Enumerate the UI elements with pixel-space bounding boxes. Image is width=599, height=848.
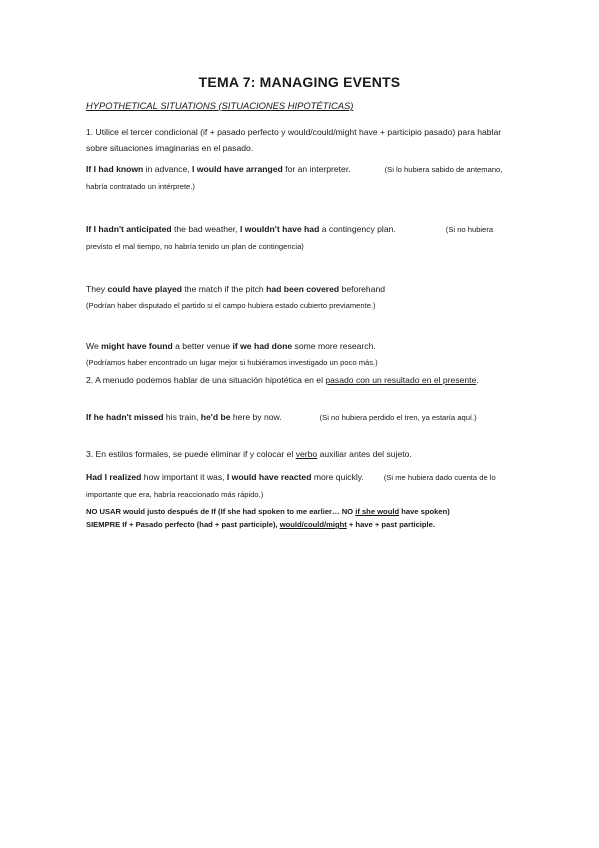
example-4-part: if we had done bbox=[232, 341, 293, 351]
rule-3-underlined: verbo bbox=[295, 449, 318, 459]
rule-3-part: 3. En estilos formales, se puede eliminar if y colocar el bbox=[86, 449, 296, 459]
example-3 bbox=[86, 281, 516, 314]
rule-2-part: . bbox=[476, 375, 479, 385]
example-4-part: some more research. bbox=[292, 341, 376, 351]
example-2-translation: (Si no hubiera previsto el mal tiempo, no habría tenido un plan de contingencia) bbox=[86, 225, 494, 251]
example-2-part: the bad weather, bbox=[171, 224, 240, 234]
note-no-usar bbox=[86, 506, 516, 518]
note-2-part: + have + past participle. bbox=[346, 520, 435, 529]
example-6-part: Had I realized bbox=[86, 472, 142, 482]
section-subtitle: HYPOTHETICAL SITUATIONS (SITUACIONES HIPOTÉTICAS) bbox=[86, 100, 354, 111]
example-4-translation: (Podríamos haber encontrado un lugar mejor si hubiéramos investigado un poco más.) bbox=[86, 358, 378, 367]
rule-2-part: 2. A menudo podemos hablar de una situación hipotética en el bbox=[86, 375, 326, 385]
example-5-part: If he hadn't missed bbox=[86, 412, 164, 422]
rule-3-part: auxiliar antes del sujeto. bbox=[317, 449, 412, 459]
example-5-part: he'd be bbox=[200, 412, 231, 422]
example-6-part: how important it was, bbox=[141, 472, 227, 482]
example-5-part: here by now. bbox=[230, 412, 282, 422]
example-4 bbox=[86, 338, 516, 371]
page-title: TEMA 7: MANAGING EVENTS bbox=[198, 74, 401, 90]
example-3-part: They bbox=[86, 284, 108, 294]
example-4-part: a better venue bbox=[172, 341, 233, 351]
example-1-part: If I had known bbox=[86, 164, 144, 174]
example-3-translation: (Podrían haber disputado el partido si el campo hubiera estado cubierto previamente.) bbox=[86, 301, 376, 310]
example-2-part: If I hadn't anticipated bbox=[86, 224, 172, 234]
example-1-part: I would have arranged bbox=[192, 164, 283, 174]
example-1-translation: (Si lo hubiera sabido de antemano, habría contratado un intérprete.) bbox=[86, 165, 503, 191]
note-2-underlined: would/could/might bbox=[279, 520, 347, 529]
rule-2 bbox=[86, 372, 516, 388]
example-1-part: in advance, bbox=[143, 164, 193, 174]
example-3-part: beforehand bbox=[339, 284, 386, 294]
rule-3 bbox=[86, 446, 516, 462]
example-5 bbox=[86, 409, 516, 426]
example-4-part: might have found bbox=[101, 341, 173, 351]
example-2-part: a contingency plan. bbox=[319, 224, 396, 234]
example-2-part: I wouldn't have had bbox=[239, 224, 320, 234]
example-6 bbox=[86, 469, 516, 503]
example-6-part: more quickly. bbox=[311, 472, 364, 482]
example-1 bbox=[86, 161, 516, 195]
example-5-part: his train, bbox=[163, 412, 201, 422]
example-4-part: We bbox=[86, 341, 102, 351]
rule-1: 1. Utilice el tercer condicional (if + pasado perfecto y would/could/might have + participio pasado) para hablar sobre situaciones imaginarias en el pasado. bbox=[86, 127, 502, 153]
example-1-part: for an interpreter. bbox=[282, 164, 351, 174]
note-1-part: have spoken) bbox=[399, 507, 450, 516]
example-6-translation: (Si me hubiera dado cuenta de lo importante que era, habría reaccionado más rápido.) bbox=[86, 473, 496, 499]
example-2 bbox=[86, 221, 516, 255]
note-1-part: NO USAR would justo después de If (If she had spoken to me earlier… NO bbox=[86, 507, 356, 516]
example-3-part: could have played bbox=[107, 284, 183, 294]
note-2-part: SIEMPRE If + Pasado perfecto (had + past participle), bbox=[86, 520, 280, 529]
example-3-part: had been covered bbox=[266, 284, 340, 294]
example-3-part: the match if the pitch bbox=[182, 284, 267, 294]
example-5-translation: (Si no hubiera perdido el tren, ya estaría aquí.) bbox=[319, 413, 477, 422]
note-siempre bbox=[86, 519, 516, 531]
example-6-part: I would have reacted bbox=[226, 472, 312, 482]
rule-2-underlined: pasado con un resultado en el presente bbox=[325, 375, 477, 385]
note-1-underlined: if she would bbox=[355, 507, 400, 516]
